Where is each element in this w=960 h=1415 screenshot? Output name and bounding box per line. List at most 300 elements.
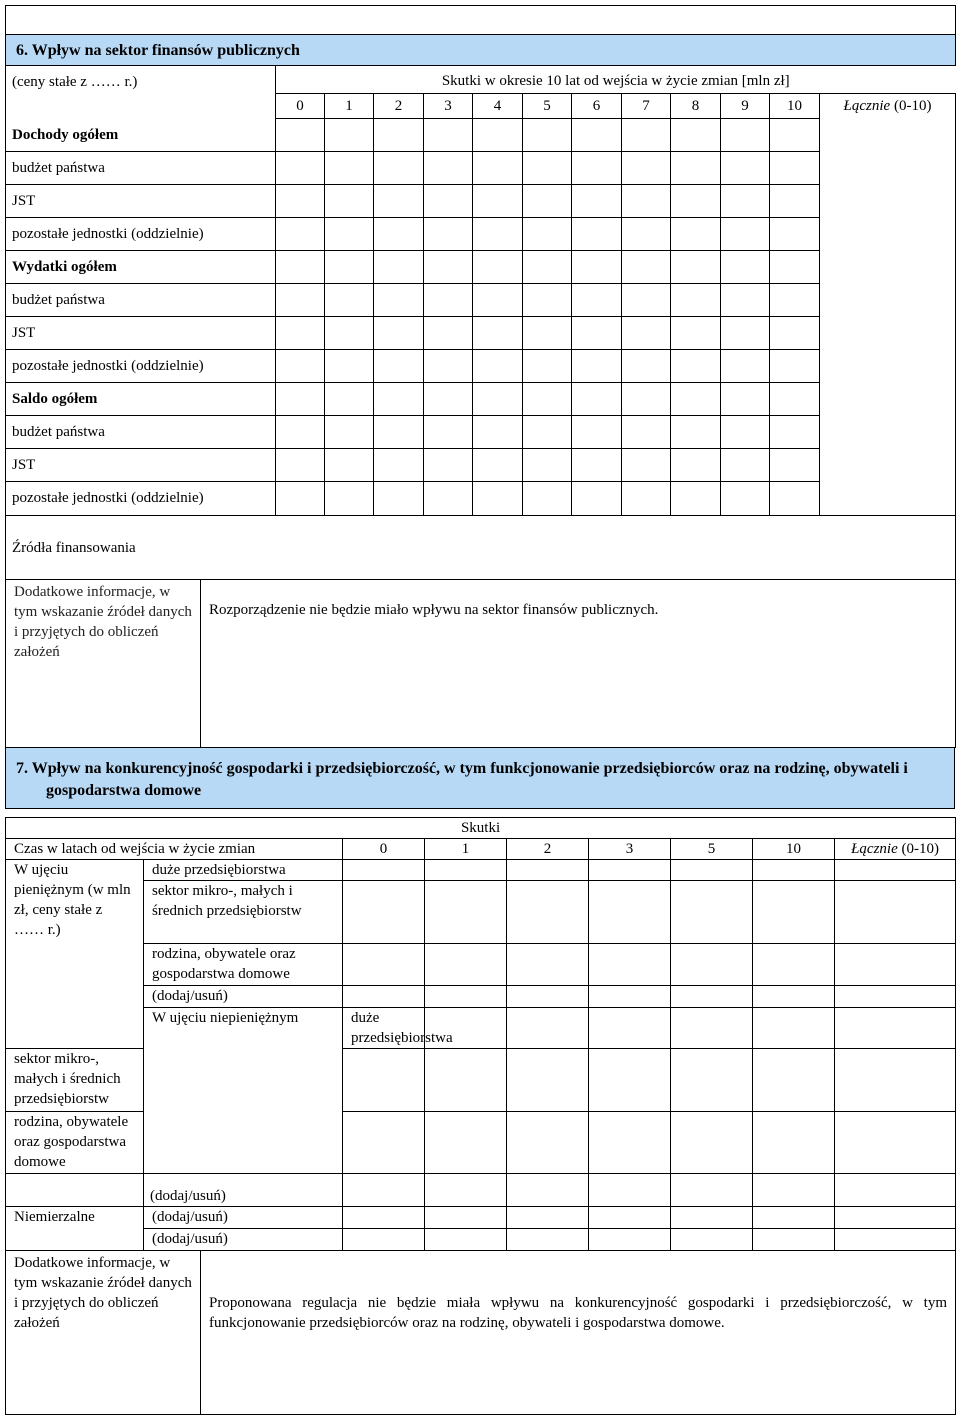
value-cell[interactable] <box>671 943 753 985</box>
value-cell[interactable] <box>473 284 523 317</box>
value-cell[interactable] <box>473 119 523 152</box>
value-cell[interactable] <box>835 880 956 943</box>
year-header: 10 <box>753 838 835 859</box>
add-remove-control: (dodaj/usuń) <box>144 1206 343 1228</box>
finance-row <box>6 317 956 350</box>
value-cell[interactable] <box>622 482 671 516</box>
total-cell[interactable] <box>820 152 956 185</box>
value-cell[interactable] <box>589 1048 671 1111</box>
value-cell[interactable] <box>523 449 572 482</box>
value-cell[interactable] <box>770 350 820 383</box>
total-cell[interactable] <box>820 185 956 218</box>
finance-row <box>6 152 956 185</box>
value-cell[interactable] <box>425 1048 507 1111</box>
value-cell[interactable] <box>325 152 374 185</box>
value-cell[interactable] <box>424 218 473 251</box>
value-cell[interactable] <box>425 1173 507 1206</box>
value-cell[interactable] <box>589 985 671 1007</box>
value-cell[interactable] <box>325 185 374 218</box>
value-cell[interactable] <box>721 185 770 218</box>
impact-row-label: duże przedsiębiorstwa <box>144 859 343 880</box>
value-cell[interactable] <box>325 416 374 449</box>
value-cell[interactable] <box>572 119 622 152</box>
value-cell[interactable] <box>425 859 507 880</box>
finance-row-label: Dochody ogółem <box>6 119 276 152</box>
impact-row <box>6 985 956 1007</box>
year-header: 2 <box>374 94 424 119</box>
value-cell[interactable] <box>572 185 622 218</box>
s7-additional-info-text: Proponowana regulacja nie będzie miała wpływu na konkurencyjność gospodarki i przedsiębiorczość, w tym funkcjonowanie przedsiębiorców oraz na rodzinę, obywateli i gospodarstwa domowe. <box>201 1251 956 1415</box>
value-cell[interactable] <box>325 284 374 317</box>
year-header: 4 <box>473 94 523 119</box>
value-cell[interactable] <box>835 1228 956 1250</box>
impact-row <box>6 943 956 985</box>
value-cell[interactable] <box>671 317 721 350</box>
value-cell[interactable] <box>374 119 424 152</box>
value-cell[interactable] <box>671 449 721 482</box>
value-cell[interactable] <box>622 383 671 416</box>
value-cell[interactable] <box>343 1206 425 1228</box>
value-cell[interactable] <box>671 1007 753 1048</box>
value-cell[interactable] <box>671 482 721 516</box>
value-cell[interactable] <box>770 185 820 218</box>
value-cell[interactable] <box>589 1206 671 1228</box>
value-cell[interactable] <box>473 482 523 516</box>
value-cell[interactable] <box>523 251 572 284</box>
value-cell[interactable] <box>671 880 753 943</box>
total-cell[interactable] <box>820 251 956 284</box>
value-cell[interactable] <box>753 1048 835 1111</box>
value-cell[interactable] <box>374 317 424 350</box>
value-cell[interactable] <box>671 416 721 449</box>
value-cell[interactable] <box>671 251 721 284</box>
value-cell[interactable] <box>325 350 374 383</box>
finance-row-label: pozostałe jednostki (oddzielnie) <box>6 482 276 516</box>
value-cell[interactable] <box>753 880 835 943</box>
value-cell[interactable] <box>835 943 956 985</box>
value-cell[interactable] <box>374 284 424 317</box>
value-cell[interactable] <box>523 284 572 317</box>
value-cell[interactable] <box>425 985 507 1007</box>
finance-row <box>6 119 956 152</box>
value-cell[interactable] <box>753 1111 835 1173</box>
section-7-title: 7. Wpływ na konkurencyjność gospodarki i przedsiębiorczość, w tym funkcjonowanie przedsiębiorców oraz na rodzinę, obywateli i gospodarstwa domowe <box>6 748 955 809</box>
value-cell[interactable] <box>425 1228 507 1250</box>
value-cell[interactable] <box>589 943 671 985</box>
value-cell[interactable] <box>721 317 770 350</box>
value-cell[interactable] <box>343 859 425 880</box>
value-cell[interactable] <box>572 383 622 416</box>
value-cell[interactable] <box>276 317 325 350</box>
finance-row <box>6 449 956 482</box>
value-cell[interactable] <box>770 383 820 416</box>
effects-header: Skutki w okresie 10 lat od wejścia w życie zmian [mln zł] <box>276 66 956 94</box>
value-cell[interactable] <box>523 317 572 350</box>
finance-row-label: JST <box>6 317 276 350</box>
year-header: 1 <box>425 838 507 859</box>
value-cell[interactable] <box>572 284 622 317</box>
value-cell[interactable] <box>424 251 473 284</box>
value-cell[interactable] <box>374 350 424 383</box>
value-cell[interactable] <box>374 416 424 449</box>
value-cell[interactable] <box>424 416 473 449</box>
prices-label: (ceny stałe z …… r.) <box>6 66 276 119</box>
value-cell[interactable] <box>753 859 835 880</box>
impact-row <box>6 1228 956 1250</box>
section-7-table <box>5 817 956 1251</box>
value-cell[interactable] <box>835 1173 956 1206</box>
value-cell[interactable] <box>424 482 473 516</box>
value-cell[interactable] <box>276 119 325 152</box>
value-cell[interactable] <box>622 218 671 251</box>
total-cell[interactable] <box>820 449 956 482</box>
value-cell[interactable] <box>473 317 523 350</box>
value-cell[interactable] <box>572 482 622 516</box>
value-cell[interactable] <box>523 218 572 251</box>
value-cell[interactable] <box>507 1111 589 1173</box>
value-cell[interactable] <box>507 1173 589 1206</box>
section-7-title-table <box>5 748 955 809</box>
value-cell[interactable] <box>671 1173 753 1206</box>
year-header: 8 <box>671 94 721 119</box>
time-label: Czas w latach od wejścia w życie zmian <box>6 838 343 859</box>
value-cell[interactable] <box>835 1111 956 1173</box>
value-cell[interactable] <box>572 218 622 251</box>
value-cell[interactable] <box>721 251 770 284</box>
year-header: 6 <box>572 94 622 119</box>
value-cell[interactable] <box>589 880 671 943</box>
value-cell[interactable] <box>507 1048 589 1111</box>
value-cell[interactable] <box>721 482 770 516</box>
value-cell[interactable] <box>276 218 325 251</box>
impact-row <box>6 859 956 880</box>
value-cell[interactable] <box>589 1111 671 1173</box>
value-cell[interactable] <box>325 251 374 284</box>
value-cell[interactable] <box>770 152 820 185</box>
total-label-italic: Łącznie <box>844 98 891 114</box>
value-cell[interactable] <box>572 317 622 350</box>
effects-label: Skutki <box>6 817 956 838</box>
value-cell[interactable] <box>473 416 523 449</box>
value-cell[interactable] <box>325 482 374 516</box>
s7-additional-info-label: Dodatkowe informacje, w tym wskazanie źródeł danych i przyjętych do obliczeń założeń <box>6 1251 201 1415</box>
year-header: 9 <box>721 94 770 119</box>
value-cell[interactable] <box>753 943 835 985</box>
impact-row-label: sektor mikro-, małych i średnich przedsiębiorstw <box>144 880 343 943</box>
value-cell[interactable] <box>753 985 835 1007</box>
value-cell[interactable] <box>507 985 589 1007</box>
value-cell[interactable] <box>589 1228 671 1250</box>
finance-row <box>6 284 956 317</box>
value-cell[interactable] <box>473 185 523 218</box>
value-cell[interactable] <box>770 482 820 516</box>
value-cell[interactable] <box>622 185 671 218</box>
year-header: 1 <box>325 94 374 119</box>
unmeasurable-group-label: Niemierzalne <box>6 1206 144 1250</box>
value-cell[interactable] <box>622 284 671 317</box>
value-cell[interactable] <box>671 350 721 383</box>
value-cell[interactable] <box>507 943 589 985</box>
value-cell[interactable] <box>671 152 721 185</box>
value-cell[interactable] <box>523 482 572 516</box>
value-cell[interactable] <box>721 449 770 482</box>
total-header <box>820 94 956 119</box>
finance-row-label: Wydatki ogółem <box>6 251 276 284</box>
value-cell[interactable] <box>572 449 622 482</box>
total-cell[interactable] <box>820 119 956 152</box>
impact-row-label: duże przedsiębiorstwa <box>343 1007 425 1048</box>
value-cell[interactable] <box>523 152 572 185</box>
total-cell[interactable] <box>820 383 956 416</box>
document-page <box>5 5 955 1357</box>
value-cell[interactable] <box>425 880 507 943</box>
year-header: 0 <box>343 838 425 859</box>
value-cell[interactable] <box>671 859 753 880</box>
value-cell[interactable] <box>721 383 770 416</box>
funding-sources-row <box>6 516 956 580</box>
section-7-additional-info <box>5 1251 956 1415</box>
total-cell[interactable] <box>820 284 956 317</box>
value-cell[interactable] <box>425 943 507 985</box>
value-cell[interactable] <box>343 985 425 1007</box>
impact-row-label: sektor mikro-, małych i średnich przedsiębiorstw <box>6 1048 144 1111</box>
value-cell[interactable] <box>523 350 572 383</box>
year-header: 7 <box>622 94 671 119</box>
value-cell[interactable] <box>721 152 770 185</box>
value-cell[interactable] <box>671 1228 753 1250</box>
impact-row-label: rodzina, obywatele oraz gospodarstwa domowe <box>6 1111 144 1173</box>
value-cell[interactable] <box>343 1048 425 1111</box>
total-label-range: (0-10) <box>898 841 939 857</box>
value-cell[interactable] <box>622 317 671 350</box>
section-6-table <box>5 5 956 580</box>
value-cell[interactable] <box>276 185 325 218</box>
finance-row-label: pozostałe jednostki (oddzielnie) <box>6 218 276 251</box>
value-cell[interactable] <box>572 350 622 383</box>
value-cell[interactable] <box>671 383 721 416</box>
finance-row <box>6 350 956 383</box>
value-cell[interactable] <box>523 119 572 152</box>
value-cell[interactable] <box>343 1173 425 1206</box>
value-cell[interactable] <box>424 449 473 482</box>
finance-row-label: budżet państwa <box>6 416 276 449</box>
value-cell[interactable] <box>572 251 622 284</box>
value-cell[interactable] <box>424 350 473 383</box>
value-cell[interactable] <box>835 985 956 1007</box>
year-header: 0 <box>276 94 325 119</box>
value-cell[interactable] <box>343 1111 425 1173</box>
value-cell[interactable] <box>374 185 424 218</box>
value-cell[interactable] <box>622 416 671 449</box>
value-cell[interactable] <box>374 383 424 416</box>
value-cell[interactable] <box>374 449 424 482</box>
value-cell[interactable] <box>507 1007 589 1048</box>
top-empty-row <box>6 6 956 35</box>
add-remove-control: (dodaj/usuń) <box>144 1228 343 1250</box>
value-cell[interactable] <box>424 119 473 152</box>
value-cell[interactable] <box>589 1007 671 1048</box>
total-cell[interactable] <box>820 218 956 251</box>
value-cell[interactable] <box>523 416 572 449</box>
value-cell[interactable] <box>721 218 770 251</box>
value-cell[interactable] <box>374 218 424 251</box>
value-cell[interactable] <box>325 218 374 251</box>
year-header: 5 <box>523 94 572 119</box>
value-cell[interactable] <box>770 317 820 350</box>
value-cell[interactable] <box>835 1048 956 1111</box>
value-cell[interactable] <box>622 350 671 383</box>
year-header: 5 <box>671 838 753 859</box>
nonmonetary-group-label: W ujęciu niepieniężnym <box>144 1007 343 1173</box>
value-cell[interactable] <box>473 152 523 185</box>
total-label-italic: Łącznie <box>851 841 898 857</box>
value-cell[interactable] <box>276 251 325 284</box>
finance-row <box>6 251 956 284</box>
total-cell[interactable] <box>820 482 956 516</box>
value-cell[interactable] <box>473 383 523 416</box>
add-remove-control: (dodaj/usuń) <box>144 985 343 1007</box>
value-cell[interactable] <box>770 416 820 449</box>
value-cell[interactable] <box>425 1111 507 1173</box>
value-cell[interactable] <box>753 1007 835 1048</box>
value-cell[interactable] <box>671 185 721 218</box>
value-cell[interactable] <box>622 449 671 482</box>
value-cell[interactable] <box>770 284 820 317</box>
value-cell[interactable] <box>276 152 325 185</box>
empty-group-label <box>6 1173 144 1206</box>
value-cell[interactable] <box>753 1206 835 1228</box>
year-header: 10 <box>770 94 820 119</box>
value-cell[interactable] <box>325 317 374 350</box>
value-cell[interactable] <box>325 449 374 482</box>
value-cell[interactable] <box>721 119 770 152</box>
value-cell[interactable] <box>473 449 523 482</box>
value-cell[interactable] <box>770 119 820 152</box>
value-cell[interactable] <box>589 1173 671 1206</box>
value-cell[interactable] <box>770 218 820 251</box>
total-cell[interactable] <box>820 416 956 449</box>
finance-row-label: JST <box>6 449 276 482</box>
value-cell[interactable] <box>424 383 473 416</box>
year-header: 2 <box>507 838 589 859</box>
add-remove-control: (dodaj/usuń) <box>144 1173 343 1206</box>
total-cell[interactable] <box>820 317 956 350</box>
value-cell[interactable] <box>374 251 424 284</box>
finance-row <box>6 383 956 416</box>
value-cell[interactable] <box>721 350 770 383</box>
value-cell[interactable] <box>721 284 770 317</box>
time-header-row <box>6 838 956 859</box>
value-cell[interactable] <box>276 383 325 416</box>
value-cell[interactable] <box>424 185 473 218</box>
year-header: 3 <box>424 94 473 119</box>
value-cell[interactable] <box>671 284 721 317</box>
finance-row-label: Saldo ogółem <box>6 383 276 416</box>
finance-row-label: budżet państwa <box>6 152 276 185</box>
value-cell[interactable] <box>622 152 671 185</box>
value-cell[interactable] <box>425 1206 507 1228</box>
value-cell[interactable] <box>770 449 820 482</box>
value-cell[interactable] <box>572 152 622 185</box>
additional-info-text: Rozporządzenie nie będzie miało wpływu na sektor finansów publicznych. <box>201 580 956 747</box>
value-cell[interactable] <box>671 1048 753 1111</box>
value-cell[interactable] <box>753 1173 835 1206</box>
additional-info-label: Dodatkowe informacje, w tym wskazanie źródeł danych i przyjętych do obliczeń założeń <box>6 580 201 747</box>
value-cell[interactable] <box>276 416 325 449</box>
funding-sources-label: Źródła finansowania <box>12 540 136 556</box>
value-cell[interactable] <box>671 218 721 251</box>
impact-row <box>6 1007 956 1048</box>
total-label-range: (0-10) <box>890 98 931 114</box>
value-cell[interactable] <box>507 1206 589 1228</box>
value-cell[interactable] <box>753 1228 835 1250</box>
value-cell[interactable] <box>325 119 374 152</box>
value-cell[interactable] <box>507 1228 589 1250</box>
value-cell[interactable] <box>589 859 671 880</box>
value-cell[interactable] <box>622 119 671 152</box>
value-cell[interactable] <box>473 350 523 383</box>
total-header <box>835 838 956 859</box>
value-cell[interactable] <box>276 284 325 317</box>
total-cell[interactable] <box>820 350 956 383</box>
value-cell[interactable] <box>671 1111 753 1173</box>
value-cell[interactable] <box>374 482 424 516</box>
value-cell[interactable] <box>424 284 473 317</box>
value-cell[interactable] <box>473 251 523 284</box>
finance-row <box>6 416 956 449</box>
value-cell[interactable] <box>523 185 572 218</box>
value-cell[interactable] <box>671 985 753 1007</box>
value-cell[interactable] <box>325 383 374 416</box>
impact-row <box>6 1206 956 1228</box>
value-cell[interactable] <box>835 1007 956 1048</box>
value-cell[interactable] <box>835 1206 956 1228</box>
value-cell[interactable] <box>507 859 589 880</box>
value-cell[interactable] <box>424 317 473 350</box>
year-header: 3 <box>589 838 671 859</box>
value-cell[interactable] <box>523 383 572 416</box>
value-cell[interactable] <box>276 482 325 516</box>
section-6-title: 6. Wpływ na sektor finansów publicznych <box>6 35 956 66</box>
finance-row-label: JST <box>6 185 276 218</box>
value-cell[interactable] <box>374 152 424 185</box>
value-cell[interactable] <box>343 1228 425 1250</box>
value-cell[interactable] <box>343 943 425 985</box>
value-cell[interactable] <box>424 152 473 185</box>
value-cell[interactable] <box>473 218 523 251</box>
value-cell[interactable] <box>276 350 325 383</box>
monetary-group-label: W ujęciu pieniężnym (w mln zł, ceny stałe z …… r.) <box>6 859 144 1048</box>
impact-row <box>6 1173 956 1206</box>
value-cell[interactable] <box>343 880 425 943</box>
finance-row-label: pozostałe jednostki (oddzielnie) <box>6 350 276 383</box>
finance-row <box>6 185 956 218</box>
value-cell[interactable] <box>671 119 721 152</box>
value-cell[interactable] <box>671 1206 753 1228</box>
value-cell[interactable] <box>835 859 956 880</box>
value-cell[interactable] <box>507 880 589 943</box>
impact-row <box>6 880 956 943</box>
finance-row-label: budżet państwa <box>6 284 276 317</box>
value-cell[interactable] <box>721 416 770 449</box>
value-cell[interactable] <box>276 449 325 482</box>
value-cell[interactable] <box>622 251 671 284</box>
impact-row-label: rodzina, obywatele oraz gospodarstwa domowe <box>144 943 343 985</box>
value-cell[interactable] <box>572 416 622 449</box>
value-cell[interactable] <box>770 251 820 284</box>
finance-row <box>6 482 956 516</box>
section-6-additional-info <box>5 580 956 748</box>
